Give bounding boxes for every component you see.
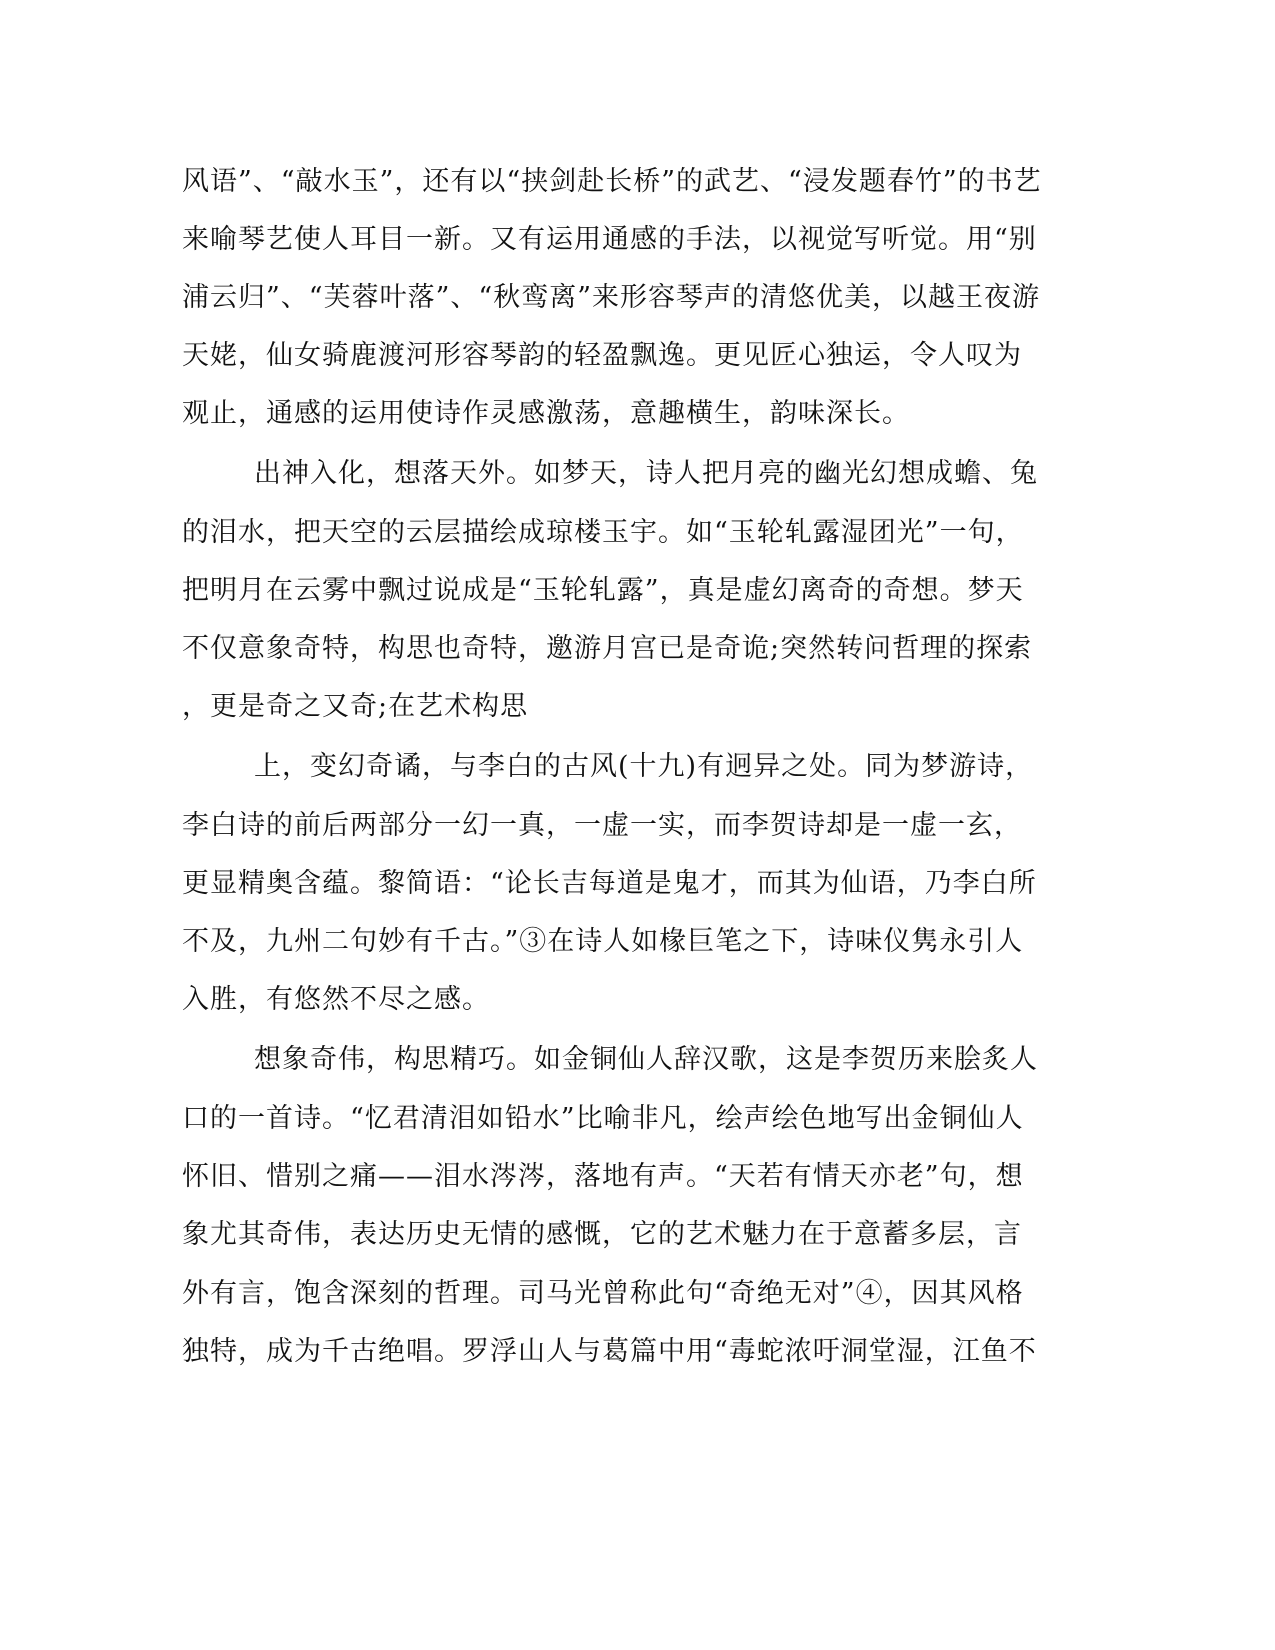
text-line-11: 上，变幻奇谲，与李白的古风(十九)有迥异之处。同为梦游诗， [254, 751, 1034, 782]
text-line-14: 不及，九州二句妙有千古。”③在诗人如椽巨笔之下，诗味仪隽永引人 [182, 926, 1024, 957]
text-line-12: 李白诗的前后两部分一幻一真，一虚一实，而李贺诗却是一虚一玄， [182, 810, 1022, 841]
text-line-6: 出神入化，想落天外。如梦天，诗人把月亮的幽光幻想成蟾、兔 [254, 458, 1038, 489]
text-line-19: 象尤其奇伟，表达历史无情的感慨，它的艺术魅力在于意蓄多层，言 [182, 1219, 1022, 1250]
text-line-5: 观止，通感的运用使诗作灵感激荡，意趣横生，韵味深长。 [182, 398, 910, 429]
text-line-18: 怀旧、惜别之痛——泪水涔涔，落地有声。“天若有情天亦老”句，想 [182, 1161, 1024, 1192]
text-line-3: 浦云归”、“芙蓉叶落”、“秋鸾离”来形容琴声的清悠优美，以越王夜游 [182, 282, 1041, 313]
text-line-4: 天姥，仙女骑鹿渡河形容琴韵的轻盈飘逸。更见匠心独运，令人叹为 [182, 340, 1022, 371]
text-line-21: 独特，成为千古绝唱。罗浮山人与葛篇中用“毒蛇浓吁洞堂湿，江鱼不 [182, 1336, 1037, 1367]
text-line-13: 更显精奥含蕴。黎简语：“论长吉每道是鬼才，而其为仙语，乃李白所 [182, 868, 1037, 899]
text-line-15: 入胜，有悠然不尽之感。 [182, 984, 490, 1015]
text-line-1: 风语”、“敲水玉”，还有以“挟剑赴长桥”的武艺、“浸发题春竹”的书艺 [182, 166, 1042, 197]
text-line-16: 想象奇伟，构思精巧。如金铜仙人辞汉歌，这是李贺历来脍炙人 [254, 1044, 1038, 1075]
text-line-8: 把明月在云雾中飘过说成是“玉轮轧露”，真是虚幻离奇的奇想。梦天 [182, 575, 1024, 606]
text-line-17: 口的一首诗。“忆君清泪如铅水”比喻非凡，绘声绘色地写出金铜仙人 [182, 1103, 1024, 1134]
text-line-20: 外有言，饱含深刻的哲理。司马光曾称此句“奇绝无对”④，因其风格 [182, 1278, 1024, 1309]
text-line-9: 不仅意象奇特，构思也奇特，邀游月宫已是奇诡;突然转问哲理的探索 [182, 633, 1033, 664]
text-line-10: ，更是奇之又奇;在艺术构思 [182, 691, 529, 722]
text-line-2: 来喻琴艺使人耳目一新。又有运用通感的手法，以视觉写听觉。用“别 [182, 224, 1037, 255]
text-line-7: 的泪水，把天空的云层描绘成琼楼玉宇。如“玉轮轧露湿团光”一句， [182, 517, 1024, 548]
